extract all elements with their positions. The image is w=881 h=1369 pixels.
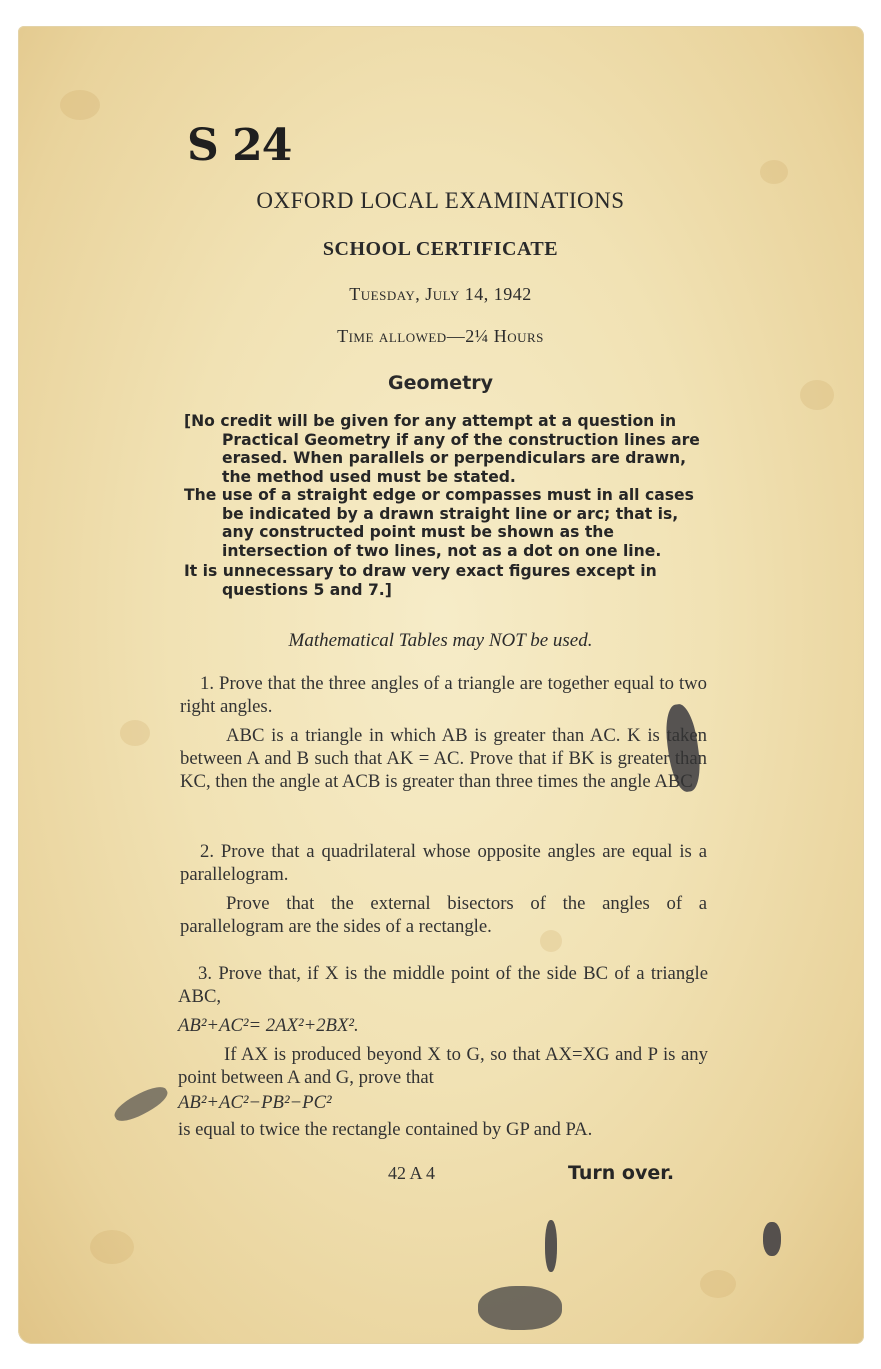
subject-title: Geometry: [387, 372, 494, 394]
ink-blot: [763, 1222, 781, 1256]
stain: [60, 90, 100, 120]
instruction-paragraph: The use of a straight edge or compasses must in all cases be indicated by a drawn straight line or arc; that is, any constructed point must be shown as the intersection of two lines, not as a dot on one line.: [184, 486, 694, 560]
equation: AB²+AC²−PB²−PC²: [178, 1092, 332, 1113]
question-3: [178, 962, 708, 1141]
question-text: Prove that the external bisectors of the angles of a parallelogram are the sides of a rectangle.: [180, 893, 707, 937]
stain: [90, 1230, 134, 1264]
question-text: is equal to twice the rectangle contained by GP and PA.: [178, 1119, 593, 1140]
exam-date: Tuesday, July 14, 1942: [349, 284, 532, 304]
question-text: 1. Prove that the three angles of a triangle are together equal to two right angles.: [180, 673, 707, 717]
certificate-title: SCHOOL CERTIFICATE: [322, 238, 559, 260]
question-2: [180, 840, 707, 938]
question-text: 2. Prove that a quadrilateral whose opposite angles are equal is a parallelogram.: [180, 841, 707, 885]
paper-code-heading: S 24: [187, 120, 292, 171]
question-text: If AX is produced beyond X to G, so that AX=XG and P is any point between A and G, prove that: [178, 1044, 708, 1088]
question-text: 3. Prove that, if X is the middle point of the side BC of a triangle ABC,: [178, 963, 708, 1007]
instruction-paragraph: [No credit will be given for any attempt at a question in Practical Geometry if any of the construction lines are erased. When parallels or perpendiculars are drawn, the method used must be stated.: [184, 412, 700, 486]
stain: [120, 720, 150, 746]
board-title: OXFORD LOCAL EXAMINATIONS: [256, 188, 625, 213]
equation: AB²+AC²= 2AX²+2BX².: [178, 1015, 359, 1036]
footer-paper-code: 42 A 4: [388, 1163, 436, 1183]
ink-blot: [478, 1286, 562, 1330]
ink-blot: [545, 1220, 557, 1272]
instructions: [184, 412, 708, 599]
tables-note: Mathematical Tables may NOT be used.: [288, 630, 593, 651]
question-1: [180, 672, 707, 793]
question-text: ABC is a triangle in which AB is greater than AC. K is taken between A and B such that AK = AC. Prove that if BK is greater than KC, then the angle at ACB is greater than three times the angle ABC: [180, 725, 707, 792]
turn-over-label: Turn over.: [568, 1162, 675, 1184]
stain: [700, 1270, 736, 1298]
instruction-paragraph: It is unnecessary to draw very exact figures except in questions 5 and 7.]: [184, 562, 657, 599]
stain: [760, 160, 788, 184]
time-allowed: Time allowed—2¼ Hours: [337, 326, 544, 346]
